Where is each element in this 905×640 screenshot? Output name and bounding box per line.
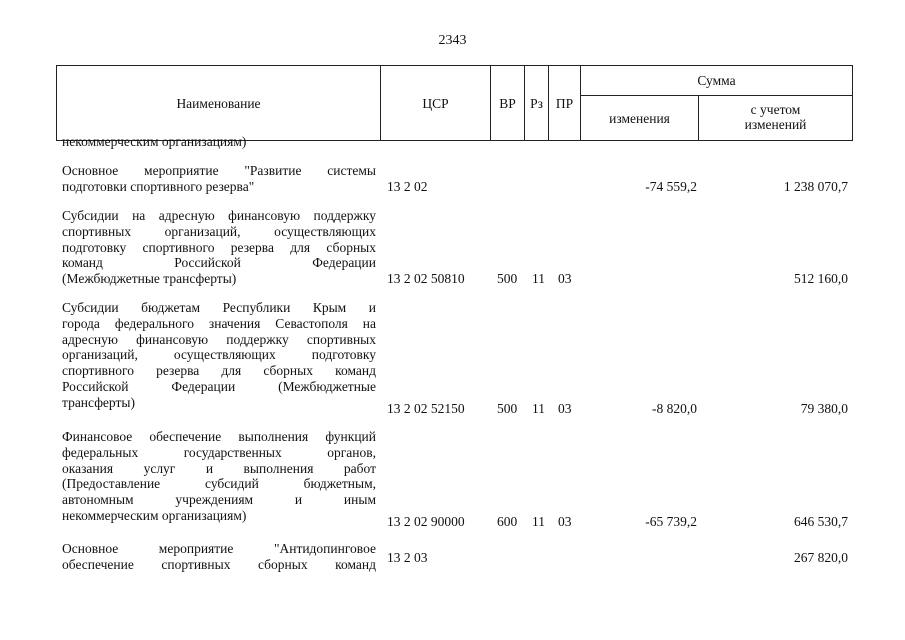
name-line: некоммерческим организациям)	[62, 507, 247, 523]
header-changes: изменения	[581, 96, 699, 141]
name-line: подготовку спортивного резерва для сборных	[62, 239, 376, 255]
name-line: организаций, осуществляющих подготовку	[62, 347, 376, 363]
row-csr: 13 2 02 52150	[387, 401, 465, 416]
name-line: федеральных государственных органов,	[62, 444, 376, 460]
header-with-changes-line-2: изменений	[744, 117, 807, 132]
name-line: Российской Федерации (Межбюджетные	[62, 378, 376, 394]
header-with-changes-line-1: с учетом	[750, 102, 801, 117]
row-total: 646 530,7	[794, 514, 848, 529]
row-pr: 03	[558, 401, 572, 416]
name-line: обеспечение спортивных сборных команд	[62, 556, 376, 572]
name-line: трансферты)	[62, 394, 135, 410]
row-vr: 500	[497, 271, 518, 286]
row-csr: 13 2 03	[387, 550, 428, 565]
name-line: некоммерческим организациям)	[62, 134, 247, 149]
row-pr: 03	[558, 271, 572, 286]
name-line: автономным учреждениям и иным	[62, 492, 376, 508]
row-change: -65 739,2	[645, 514, 697, 529]
row-rz: 11	[532, 514, 545, 529]
row-csr: 13 2 02 90000	[387, 514, 465, 529]
row-rz: 11	[532, 271, 545, 286]
row-change: -8 820,0	[652, 401, 697, 416]
row-change: -74 559,2	[645, 179, 697, 194]
name-line: Субсидии на адресную финансовую поддержку	[62, 208, 376, 223]
table-row-name	[62, 429, 376, 524]
row-total: 267 820,0	[794, 550, 848, 565]
header-rz: Рз	[525, 66, 549, 141]
name-line: спортивного резерва для сборных команд	[62, 363, 376, 379]
name-line: Основное мероприятие "Развитие системы	[62, 163, 376, 178]
row-vr: 500	[497, 401, 518, 416]
name-line: спортивных организаций, осуществляющих	[62, 223, 376, 239]
row-rz: 11	[532, 401, 545, 416]
header-name: Наименование	[57, 66, 381, 141]
table-row-name	[62, 163, 376, 195]
name-line: адресную финансовую поддержку спортивных	[62, 331, 376, 347]
row-total: 512 160,0	[794, 271, 848, 286]
header-vr: ВР	[491, 66, 525, 141]
page-number: 2343	[438, 33, 467, 48]
table-row-name	[62, 134, 376, 150]
name-line: оказания услуг и выполнения работ	[62, 460, 376, 476]
name-line: Субсидии бюджетам Республики Крым и	[62, 300, 376, 315]
name-line: подготовки спортивного резерва"	[62, 178, 255, 194]
row-total: 79 380,0	[800, 401, 848, 416]
name-line: (Межбюджетные трансферты)	[62, 271, 237, 287]
header-csr: ЦСР	[381, 66, 491, 141]
row-csr: 13 2 02 50810	[387, 271, 465, 286]
table-row-name	[62, 208, 376, 287]
row-vr: 600	[497, 514, 518, 529]
row-total: 1 238 070,7	[783, 179, 848, 194]
row-pr: 03	[558, 514, 572, 529]
table-row-name	[62, 300, 376, 411]
name-line: (Предоставление субсидий бюджетным,	[62, 476, 376, 492]
name-line: Основное мероприятие "Антидопинговое	[62, 541, 376, 556]
row-csr: 13 2 02	[387, 179, 428, 194]
name-line: команд Российской Федерации	[62, 255, 376, 271]
header-sum: Сумма	[581, 66, 853, 96]
name-line: города федерального значения Севастополя на	[62, 315, 376, 331]
table-row-name	[62, 541, 376, 573]
name-line: Финансовое обеспечение выполнения функций	[62, 429, 376, 444]
header-pr: ПР	[549, 66, 581, 141]
